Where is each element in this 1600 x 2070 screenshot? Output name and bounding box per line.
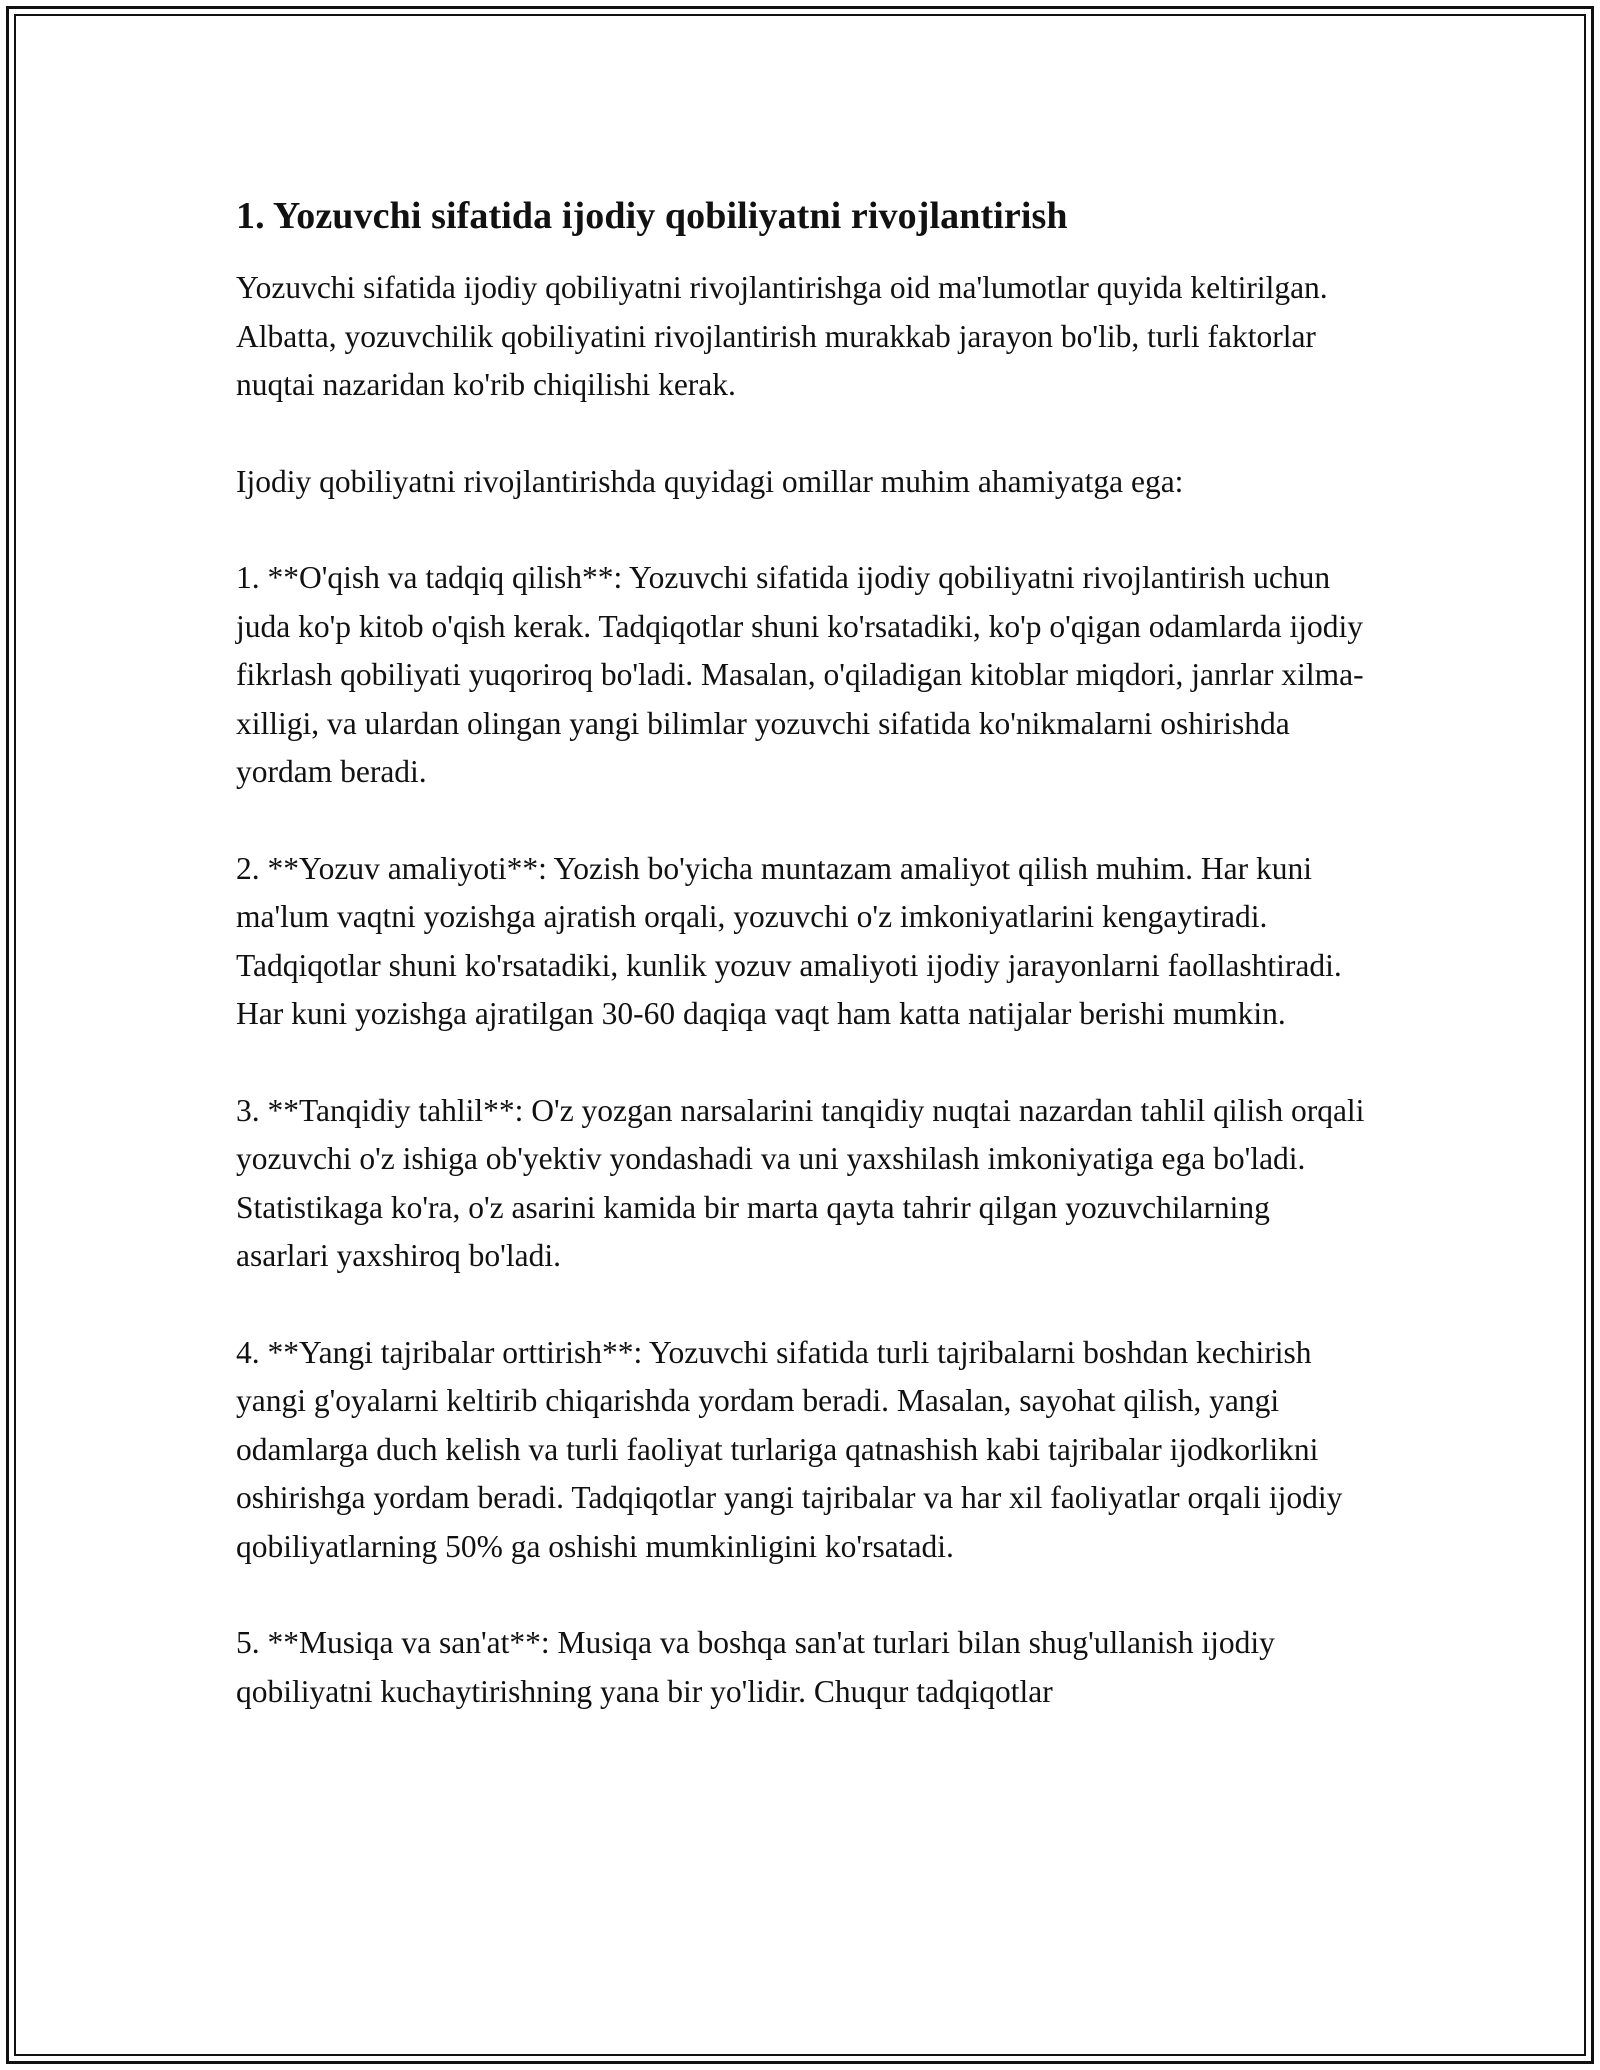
list-item-music-and-art: 5. **Musiqa va san'at**: Musiqa va boshqa san'at turlari bilan shug'ullanish ijodiy qobiliyatni kuchaytirishning yana bir yo'lidir. Chuqur tadqiqotlar	[236, 1625, 1275, 1709]
document-body	[236, 190, 1366, 1764]
section-heading: 1. Yozuvchi sifatida ijodiy qobiliyatni rivojlantirish	[236, 195, 1068, 237]
list-item-writing-practice: 2. **Yozuv amaliyoti**: Yozish bo'yicha muntazam amaliyot qilish muhim. Har kuni ma'lum vaqtni yozishga ajratish orqali, yozuvchi o'z imkoniyatlarini kengaytiradi. Tadqiqotlar shuni ko'rsatadiki, kunlik yozuv amaliyoti ijodiy jarayonlarni faollashtiradi. Har kuni yozishga ajratilgan 30-60 daqiqa vaqt ham katta natijalar berishi mumkin.	[236, 850, 1342, 1031]
factors-lead-paragraph: Ijodiy qobiliyatni rivojlantirishda quyidagi omillar muhim ahamiyatga ega:	[236, 463, 1184, 499]
intro-paragraph: Yozuvchi sifatida ijodiy qobiliyatni rivojlantirishga oid ma'lumotlar quyida keltirilgan. Albatta, yozuvchilik qobiliyatini rivojlantirish murakkab jarayon bo'lib, turli faktorlar nuqtai nazaridan ko'rib chiqilishi kerak.	[236, 270, 1328, 402]
list-item-new-experiences: 4. **Yangi tajribalar orttirish**: Yozuvchi sifatida turli tajribalarni boshdan kechirish yangi g'oyalarni keltirib chiqarishda yordam beradi. Masalan, sayohat qilish, yangi odamlarga duch kelish va turli faoliyat turlariga qatnashish kabi tajribalar ijodkorlikni oshirishga yordam beradi. Tadqiqotlar yangi tajribalar va har xil faoliyatlar orqali ijodiy qobiliyatlarning 50% ga oshishi mumkinligini ko'rsatadi.	[236, 1334, 1343, 1564]
list-item-critical-analysis: 3. **Tanqidiy tahlil**: O'z yozgan narsalarini tanqidiy nuqtai nazardan tahlil qilish orqali yozuvchi o'z ishiga ob'yektiv yondashadi va uni yaxshilash imkoniyatiga ega bo'ladi. Statistikaga ko'ra, o'z asarini kamida bir marta qayta tahrir qilgan yozuvchilarning asarlari yaxshiroq bo'ladi.	[236, 1092, 1365, 1273]
list-item-reading: 1. **O'qish va tadqiq qilish**: Yozuvchi sifatida ijodiy qobiliyatni rivojlantirish uchun juda ko'p kitob o'qish kerak. Tadqiqotlar shuni ko'rsatadiki, ko'p o'qigan odamlarda ijodiy fikrlash qobiliyati yuqoriroq bo'ladi. Masalan, o'qiladigan kitoblar miqdori, janrlar xilma-xilligi, va ulardan olingan yangi bilimlar yozuvchi sifatida ko'nikmalarni oshirishda yordam beradi.	[236, 560, 1364, 789]
